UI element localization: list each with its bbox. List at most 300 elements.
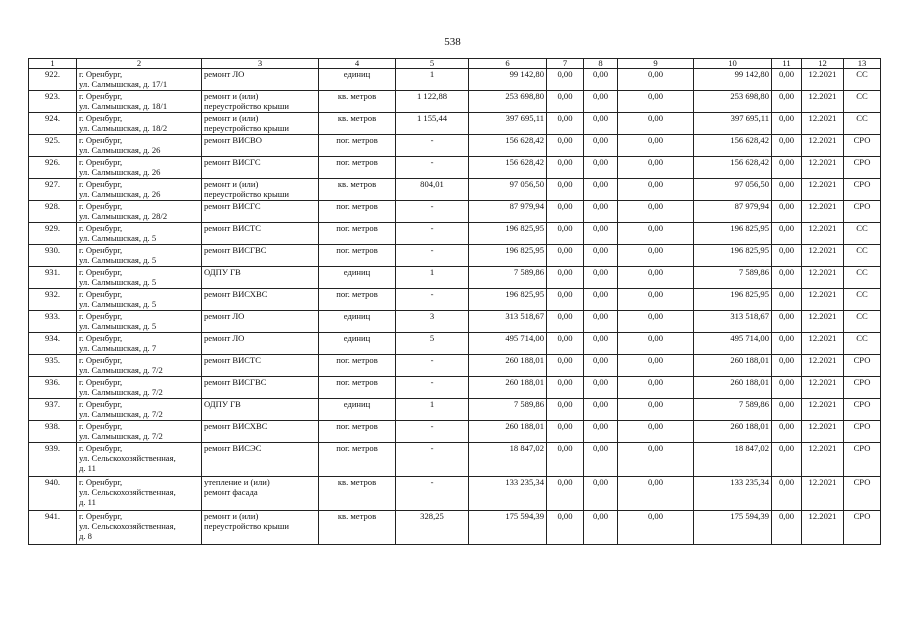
address-cell	[77, 477, 202, 511]
work-type-line: ремонт и (или)	[204, 511, 259, 521]
table-row	[29, 477, 881, 511]
fund-cell: 0,00	[547, 289, 584, 311]
completion-date-cell: 12.2021	[802, 477, 844, 511]
owner-funds-cell: 313 518,67	[694, 311, 772, 333]
row-number-cell: 941.	[29, 511, 77, 545]
address-line: ул. Салмышская, д. 7/2	[79, 365, 163, 375]
local-budget-cell: 0,00	[618, 267, 694, 289]
unit-cell: пог. метров	[319, 135, 396, 157]
column-header: 6	[469, 59, 547, 69]
completion-date-cell: 12.2021	[802, 135, 844, 157]
row-number-cell: 935.	[29, 355, 77, 377]
unit-cell: кв. метров	[319, 511, 396, 545]
total-cost-cell: 196 825,95	[469, 223, 547, 245]
funding-method-cell: СРО	[844, 179, 881, 201]
local-budget-cell: 0,00	[618, 157, 694, 179]
table-row	[29, 135, 881, 157]
table-body	[29, 69, 881, 545]
address-cell	[77, 69, 202, 91]
address-line: г. Оренбург,	[79, 223, 123, 233]
address-cell	[77, 443, 202, 477]
quantity-cell: -	[396, 289, 469, 311]
address-line: г. Оренбург,	[79, 377, 123, 387]
work-type-cell	[202, 289, 319, 311]
row-number-cell: 926.	[29, 157, 77, 179]
quantity-cell: -	[396, 355, 469, 377]
address-cell	[77, 511, 202, 545]
quantity-cell: -	[396, 443, 469, 477]
address-line: г. Оренбург,	[79, 477, 123, 487]
regional-budget-cell: 0,00	[584, 311, 618, 333]
local-budget-cell: 0,00	[618, 399, 694, 421]
header-row	[29, 59, 881, 69]
address-line: д. 8	[79, 531, 92, 541]
work-type-line: переустройство крыши	[204, 123, 289, 133]
quantity-cell: -	[396, 223, 469, 245]
funding-method-cell: СС	[844, 91, 881, 113]
regional-budget-cell: 0,00	[584, 477, 618, 511]
owner-funds-cell: 175 594,39	[694, 511, 772, 545]
total-cost-cell: 97 056,50	[469, 179, 547, 201]
completion-date-cell: 12.2021	[802, 289, 844, 311]
row-number-cell: 927.	[29, 179, 77, 201]
address-line: г. Оренбург,	[79, 69, 123, 79]
address-line: ул. Салмышская, д. 5	[79, 299, 157, 309]
address-line: ул. Сельскохозяйственная,	[79, 521, 176, 531]
unit-cell: кв. метров	[319, 113, 396, 135]
row-number-cell: 929.	[29, 223, 77, 245]
local-budget-cell: 0,00	[618, 311, 694, 333]
unit-cell: пог. метров	[319, 355, 396, 377]
local-budget-cell: 0,00	[618, 511, 694, 545]
column-header: 12	[802, 59, 844, 69]
work-type-line: ремонт ВИСГВС	[204, 377, 267, 387]
work-type-line: ремонт ВИСЭС	[204, 443, 262, 453]
fund-cell: 0,00	[547, 91, 584, 113]
local-budget-cell: 0,00	[618, 135, 694, 157]
completion-date-cell: 12.2021	[802, 113, 844, 135]
other-funds-cell: 0,00	[772, 477, 802, 511]
other-funds-cell: 0,00	[772, 267, 802, 289]
quantity-cell: 1	[396, 267, 469, 289]
owner-funds-cell: 260 188,01	[694, 355, 772, 377]
address-line: ул. Салмышская, д. 7/2	[79, 431, 163, 441]
fund-cell: 0,00	[547, 113, 584, 135]
address-line: г. Оренбург,	[79, 267, 123, 277]
work-type-line: ремонт ЛО	[204, 333, 245, 343]
row-number-cell: 937.	[29, 399, 77, 421]
fund-cell: 0,00	[547, 179, 584, 201]
work-type-line: ремонт и (или)	[204, 91, 259, 101]
unit-cell: единиц	[319, 69, 396, 91]
row-number-cell: 928.	[29, 201, 77, 223]
total-cost-cell: 7 589,86	[469, 267, 547, 289]
address-cell	[77, 377, 202, 399]
row-number-cell: 925.	[29, 135, 77, 157]
unit-cell: пог. метров	[319, 157, 396, 179]
work-type-cell	[202, 69, 319, 91]
quantity-cell: -	[396, 201, 469, 223]
other-funds-cell: 0,00	[772, 91, 802, 113]
quantity-cell: 1	[396, 69, 469, 91]
completion-date-cell: 12.2021	[802, 355, 844, 377]
other-funds-cell: 0,00	[772, 355, 802, 377]
funding-method-cell: СРО	[844, 157, 881, 179]
column-header: 4	[319, 59, 396, 69]
address-cell	[77, 421, 202, 443]
unit-cell: пог. метров	[319, 245, 396, 267]
quantity-cell: -	[396, 157, 469, 179]
unit-cell: пог. метров	[319, 421, 396, 443]
funding-method-cell: СС	[844, 289, 881, 311]
fund-cell: 0,00	[547, 157, 584, 179]
total-cost-cell: 253 698,80	[469, 91, 547, 113]
work-type-cell	[202, 443, 319, 477]
fund-cell: 0,00	[547, 399, 584, 421]
total-cost-cell: 260 188,01	[469, 377, 547, 399]
funding-method-cell: СС	[844, 69, 881, 91]
quantity-cell: 804,01	[396, 179, 469, 201]
unit-cell: пог. метров	[319, 443, 396, 477]
row-number-cell: 934.	[29, 333, 77, 355]
quantity-cell: 5	[396, 333, 469, 355]
unit-cell: единиц	[319, 333, 396, 355]
unit-cell: кв. метров	[319, 179, 396, 201]
fund-cell: 0,00	[547, 311, 584, 333]
other-funds-cell: 0,00	[772, 289, 802, 311]
work-type-line: ремонт ВИСХВС	[204, 289, 268, 299]
total-cost-cell: 260 188,01	[469, 421, 547, 443]
completion-date-cell: 12.2021	[802, 377, 844, 399]
regional-budget-cell: 0,00	[584, 69, 618, 91]
address-line: ул. Салмышская, д. 5	[79, 233, 157, 243]
regional-budget-cell: 0,00	[584, 113, 618, 135]
work-type-line: ремонт и (или)	[204, 179, 259, 189]
address-line: ул. Салмышская, д. 5	[79, 255, 157, 265]
total-cost-cell: 18 847,02	[469, 443, 547, 477]
quantity-cell: 328,25	[396, 511, 469, 545]
local-budget-cell: 0,00	[618, 377, 694, 399]
owner-funds-cell: 495 714,00	[694, 333, 772, 355]
address-line: ул. Салмышская, д. 7/2	[79, 409, 163, 419]
work-type-line: ОДПУ ГВ	[204, 399, 241, 409]
local-budget-cell: 0,00	[618, 201, 694, 223]
local-budget-cell: 0,00	[618, 245, 694, 267]
funding-method-cell: СРО	[844, 443, 881, 477]
quantity-cell: -	[396, 135, 469, 157]
address-line: ул. Салмышская, д. 28/2	[79, 211, 168, 221]
address-line: д. 11	[79, 463, 96, 473]
column-header: 9	[618, 59, 694, 69]
quantity-cell: 3	[396, 311, 469, 333]
funding-method-cell: СС	[844, 333, 881, 355]
regional-budget-cell: 0,00	[584, 511, 618, 545]
regional-budget-cell: 0,00	[584, 421, 618, 443]
quantity-cell: -	[396, 377, 469, 399]
work-type-line: ремонт ВИСГС	[204, 201, 261, 211]
address-cell	[77, 91, 202, 113]
work-type-line: ремонт ВИСГВС	[204, 245, 267, 255]
table-row	[29, 511, 881, 545]
local-budget-cell: 0,00	[618, 289, 694, 311]
address-line: ул. Салмышская, д. 7/2	[79, 387, 163, 397]
other-funds-cell: 0,00	[772, 69, 802, 91]
other-funds-cell: 0,00	[772, 511, 802, 545]
total-cost-cell: 99 142,80	[469, 69, 547, 91]
work-type-cell	[202, 157, 319, 179]
column-header: 7	[547, 59, 584, 69]
work-type-line: ремонт ВИСТС	[204, 223, 262, 233]
owner-funds-cell: 87 979,94	[694, 201, 772, 223]
table-row	[29, 311, 881, 333]
column-header: 3	[202, 59, 319, 69]
fund-cell: 0,00	[547, 135, 584, 157]
work-type-cell	[202, 421, 319, 443]
address-line: г. Оренбург,	[79, 179, 123, 189]
regional-budget-cell: 0,00	[584, 135, 618, 157]
local-budget-cell: 0,00	[618, 91, 694, 113]
completion-date-cell: 12.2021	[802, 421, 844, 443]
address-line: ул. Салмышская, д. 17/1	[79, 79, 168, 89]
completion-date-cell: 12.2021	[802, 333, 844, 355]
local-budget-cell: 0,00	[618, 443, 694, 477]
address-line: г. Оренбург,	[79, 511, 123, 521]
table-row	[29, 289, 881, 311]
fund-cell: 0,00	[547, 69, 584, 91]
other-funds-cell: 0,00	[772, 311, 802, 333]
owner-funds-cell: 260 188,01	[694, 377, 772, 399]
column-header: 1	[29, 59, 77, 69]
address-line: г. Оренбург,	[79, 289, 123, 299]
other-funds-cell: 0,00	[772, 113, 802, 135]
fund-cell: 0,00	[547, 377, 584, 399]
work-type-cell	[202, 135, 319, 157]
address-cell	[77, 267, 202, 289]
table-row	[29, 267, 881, 289]
row-number-cell: 930.	[29, 245, 77, 267]
total-cost-cell: 196 825,95	[469, 245, 547, 267]
unit-cell: кв. метров	[319, 477, 396, 511]
address-cell	[77, 201, 202, 223]
funding-method-cell: СС	[844, 267, 881, 289]
table-row	[29, 399, 881, 421]
work-type-cell	[202, 333, 319, 355]
completion-date-cell: 12.2021	[802, 311, 844, 333]
other-funds-cell: 0,00	[772, 399, 802, 421]
owner-funds-cell: 397 695,11	[694, 113, 772, 135]
total-cost-cell: 313 518,67	[469, 311, 547, 333]
address-line: ул. Салмышская, д. 18/1	[79, 101, 168, 111]
regional-budget-cell: 0,00	[584, 91, 618, 113]
local-budget-cell: 0,00	[618, 223, 694, 245]
total-cost-cell: 87 979,94	[469, 201, 547, 223]
local-budget-cell: 0,00	[618, 69, 694, 91]
owner-funds-cell: 156 628,42	[694, 135, 772, 157]
regional-budget-cell: 0,00	[584, 267, 618, 289]
regional-budget-cell: 0,00	[584, 443, 618, 477]
address-cell	[77, 399, 202, 421]
other-funds-cell: 0,00	[772, 157, 802, 179]
address-line: ул. Сельскохозяйственная,	[79, 487, 176, 497]
column-header: 8	[584, 59, 618, 69]
regional-budget-cell: 0,00	[584, 333, 618, 355]
regional-budget-cell: 0,00	[584, 377, 618, 399]
address-line: ул. Салмышская, д. 5	[79, 321, 157, 331]
row-number-cell: 922.	[29, 69, 77, 91]
owner-funds-cell: 253 698,80	[694, 91, 772, 113]
address-cell	[77, 289, 202, 311]
fund-cell: 0,00	[547, 201, 584, 223]
table-row	[29, 201, 881, 223]
completion-date-cell: 12.2021	[802, 511, 844, 545]
work-type-line: утепление и (или)	[204, 477, 270, 487]
table-row	[29, 245, 881, 267]
unit-cell: пог. метров	[319, 377, 396, 399]
row-number-cell: 938.	[29, 421, 77, 443]
address-line: г. Оренбург,	[79, 113, 123, 123]
work-type-cell	[202, 91, 319, 113]
local-budget-cell: 0,00	[618, 421, 694, 443]
owner-funds-cell: 97 056,50	[694, 179, 772, 201]
completion-date-cell: 12.2021	[802, 69, 844, 91]
total-cost-cell: 156 628,42	[469, 157, 547, 179]
local-budget-cell: 0,00	[618, 113, 694, 135]
regional-budget-cell: 0,00	[584, 223, 618, 245]
table-row	[29, 223, 881, 245]
table-row	[29, 443, 881, 477]
work-type-line: переустройство крыши	[204, 189, 289, 199]
funding-method-cell: СС	[844, 311, 881, 333]
column-header: 5	[396, 59, 469, 69]
funding-method-cell: СРО	[844, 355, 881, 377]
fund-cell: 0,00	[547, 421, 584, 443]
owner-funds-cell: 156 628,42	[694, 157, 772, 179]
table-row	[29, 355, 881, 377]
owner-funds-cell: 196 825,95	[694, 223, 772, 245]
other-funds-cell: 0,00	[772, 333, 802, 355]
work-type-line: ремонт ВИСТС	[204, 355, 262, 365]
owner-funds-cell: 133 235,34	[694, 477, 772, 511]
local-budget-cell: 0,00	[618, 333, 694, 355]
owner-funds-cell: 196 825,95	[694, 289, 772, 311]
other-funds-cell: 0,00	[772, 377, 802, 399]
address-line: г. Оренбург,	[79, 201, 123, 211]
funding-method-cell: СРО	[844, 477, 881, 511]
row-number-cell: 924.	[29, 113, 77, 135]
completion-date-cell: 12.2021	[802, 91, 844, 113]
page-number: 538	[444, 36, 461, 48]
address-line: ул. Салмышская, д. 26	[79, 167, 161, 177]
address-cell	[77, 245, 202, 267]
regional-budget-cell: 0,00	[584, 245, 618, 267]
total-cost-cell: 196 825,95	[469, 289, 547, 311]
address-line: г. Оренбург,	[79, 443, 123, 453]
funding-method-cell: СС	[844, 113, 881, 135]
table-row	[29, 377, 881, 399]
unit-cell: кв. метров	[319, 91, 396, 113]
address-cell	[77, 179, 202, 201]
work-type-cell	[202, 245, 319, 267]
work-type-line: ремонт ВИСХВС	[204, 421, 268, 431]
work-type-line: ремонт ВИСГС	[204, 157, 261, 167]
address-line: д. 11	[79, 497, 96, 507]
work-type-line: переустройство крыши	[204, 101, 289, 111]
fund-cell: 0,00	[547, 333, 584, 355]
work-type-cell	[202, 355, 319, 377]
fund-cell: 0,00	[547, 245, 584, 267]
funding-method-cell: СС	[844, 223, 881, 245]
address-cell	[77, 223, 202, 245]
owner-funds-cell: 18 847,02	[694, 443, 772, 477]
address-line: г. Оренбург,	[79, 399, 123, 409]
address-line: ул. Салмышская, д. 5	[79, 277, 157, 287]
completion-date-cell: 12.2021	[802, 179, 844, 201]
local-budget-cell: 0,00	[618, 179, 694, 201]
address-line: г. Оренбург,	[79, 421, 123, 431]
work-type-cell	[202, 201, 319, 223]
regional-budget-cell: 0,00	[584, 157, 618, 179]
table-row	[29, 157, 881, 179]
total-cost-cell: 175 594,39	[469, 511, 547, 545]
work-type-line: ремонт ВИСВО	[204, 135, 262, 145]
address-cell	[77, 157, 202, 179]
work-type-line: ОДПУ ГВ	[204, 267, 241, 277]
work-type-line: ремонт и (или)	[204, 113, 259, 123]
funding-method-cell: СРО	[844, 511, 881, 545]
work-type-cell	[202, 399, 319, 421]
local-budget-cell: 0,00	[618, 355, 694, 377]
total-cost-cell: 260 188,01	[469, 355, 547, 377]
work-type-cell	[202, 267, 319, 289]
fund-cell: 0,00	[547, 355, 584, 377]
work-type-cell	[202, 223, 319, 245]
unit-cell: единиц	[319, 399, 396, 421]
funding-method-cell: СРО	[844, 377, 881, 399]
total-cost-cell: 495 714,00	[469, 333, 547, 355]
work-type-cell	[202, 477, 319, 511]
completion-date-cell: 12.2021	[802, 223, 844, 245]
completion-date-cell: 12.2021	[802, 201, 844, 223]
funding-method-cell: СРО	[844, 421, 881, 443]
other-funds-cell: 0,00	[772, 201, 802, 223]
other-funds-cell: 0,00	[772, 135, 802, 157]
completion-date-cell: 12.2021	[802, 157, 844, 179]
regional-budget-cell: 0,00	[584, 355, 618, 377]
address-line: г. Оренбург,	[79, 311, 123, 321]
row-number-cell: 931.	[29, 267, 77, 289]
work-type-line: ремонт фасада	[204, 487, 258, 497]
address-line: г. Оренбург,	[79, 157, 123, 167]
regional-budget-cell: 0,00	[584, 399, 618, 421]
address-line: г. Оренбург,	[79, 245, 123, 255]
address-line: г. Оренбург,	[79, 91, 123, 101]
address-cell	[77, 311, 202, 333]
row-number-cell: 932.	[29, 289, 77, 311]
table-row	[29, 421, 881, 443]
address-line: г. Оренбург,	[79, 135, 123, 145]
owner-funds-cell: 260 188,01	[694, 421, 772, 443]
local-budget-cell: 0,00	[618, 477, 694, 511]
fund-cell: 0,00	[547, 477, 584, 511]
work-type-cell	[202, 113, 319, 135]
completion-date-cell: 12.2021	[802, 399, 844, 421]
fund-cell: 0,00	[547, 267, 584, 289]
registry-table	[28, 58, 881, 545]
owner-funds-cell: 196 825,95	[694, 245, 772, 267]
other-funds-cell: 0,00	[772, 223, 802, 245]
regional-budget-cell: 0,00	[584, 289, 618, 311]
row-number-cell: 936.	[29, 377, 77, 399]
